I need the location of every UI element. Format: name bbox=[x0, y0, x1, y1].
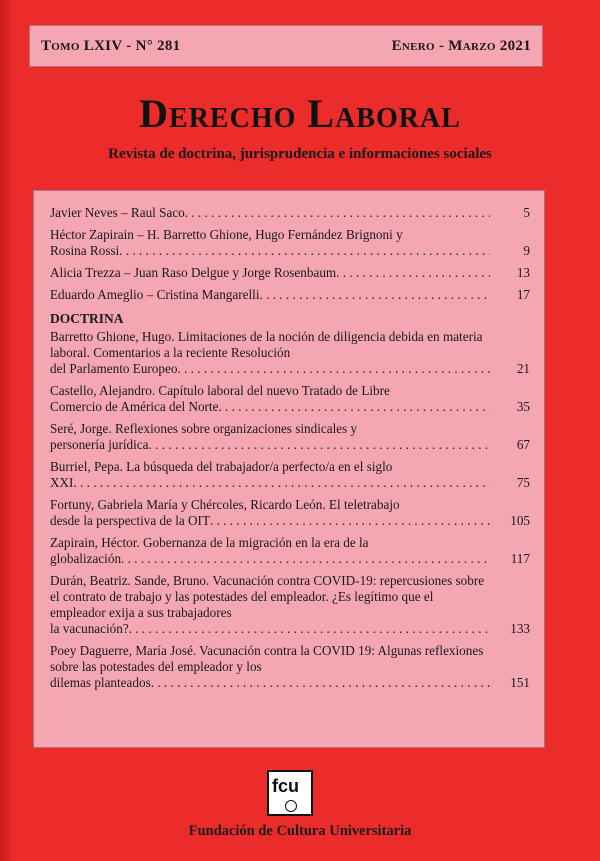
toc-entry-title-end: XXI bbox=[50, 475, 74, 490]
toc-entry-lead: Durán, Beatriz. Sande, Bruno. Vacunación contra COVID-19: repercusiones sobre el contrato de trabajo y las potestades del empleador. ¿Es legítimo que el empleador exija a sus trabajadores bbox=[50, 573, 485, 620]
journal-title: Derecho Laboral bbox=[139, 91, 461, 136]
dot-leader bbox=[119, 243, 490, 259]
toc-entry-text bbox=[50, 459, 490, 491]
dot-leader bbox=[336, 265, 490, 281]
toc-page-number: 13 bbox=[516, 265, 530, 280]
dot-leader bbox=[218, 399, 490, 415]
toc-entry bbox=[50, 205, 530, 221]
toc-entry-last-line bbox=[50, 205, 490, 221]
toc-entry bbox=[50, 497, 530, 529]
toc-entry-lead: Seré, Jorge. Reflexiones sobre organizaciones sindicales y bbox=[50, 421, 358, 436]
toc-page-number: 21 bbox=[516, 361, 530, 376]
toc-entry-title-end: Alicia Trezza – Juan Raso Delgue y Jorge Rosenbaum bbox=[50, 265, 337, 280]
toc-entry-last-line bbox=[50, 399, 490, 415]
toc-page-number: 5 bbox=[523, 205, 530, 220]
toc-entry-text bbox=[50, 421, 490, 453]
masthead bbox=[0, 90, 600, 163]
toc-entry-last-line bbox=[50, 265, 490, 281]
toc-entry-last-line bbox=[50, 287, 490, 303]
toc-entry-lead: Barretto Ghione, Hugo. Limitaciones de la noción de diligencia debida en materia laboral. Comentarios a la reciente Resolución bbox=[50, 329, 483, 360]
dot-leader bbox=[260, 287, 491, 303]
dot-leader bbox=[210, 513, 490, 529]
dot-leader bbox=[73, 475, 490, 491]
dot-leader bbox=[151, 675, 490, 691]
toc-entry-title-end: la vacunación? bbox=[50, 621, 129, 636]
toc-entry-last-line bbox=[50, 621, 490, 637]
publisher-name: Fundación de Cultura Universitaria bbox=[188, 823, 412, 839]
toc-entry bbox=[50, 459, 530, 491]
section-heading-doctrina: DOCTRINA bbox=[50, 311, 124, 326]
toc-entry bbox=[50, 383, 530, 415]
toc-entry-text bbox=[50, 643, 490, 691]
toc-entry-title-end: del Parlamento Europeo bbox=[50, 361, 178, 376]
toc-entry-title-end: dilemas planteados bbox=[50, 675, 151, 690]
toc-entry-lead: Burriel, Pepa. La búsqueda del trabajador/a perfecto/a en el siglo bbox=[50, 459, 393, 474]
toc-entry-title-end: personería jurídica bbox=[50, 437, 149, 452]
journal-subtitle: Revista de doctrina, jurisprudencia e informaciones sociales bbox=[108, 146, 492, 162]
toc-entry-last-line bbox=[50, 361, 490, 377]
seal-icon bbox=[285, 800, 297, 812]
toc-entry-last-line bbox=[50, 475, 490, 491]
toc-entry-last-line bbox=[50, 437, 490, 453]
toc-entry bbox=[50, 421, 530, 453]
toc-entry-title-end: Comercio de América del Norte bbox=[50, 399, 219, 414]
toc-entry-text bbox=[50, 287, 490, 303]
doctrina-list bbox=[50, 329, 530, 691]
issue-band bbox=[29, 25, 543, 67]
toc-page-number: 75 bbox=[516, 475, 530, 490]
toc-entry bbox=[50, 227, 530, 259]
toc-page-number: 117 bbox=[510, 551, 530, 566]
toc-page-number: 17 bbox=[516, 287, 530, 302]
toc-entry-title-end: Javier Neves – Raul Saco bbox=[50, 205, 185, 220]
toc-page-number: 133 bbox=[510, 621, 530, 636]
toc-entry-last-line bbox=[50, 675, 490, 691]
dot-leader bbox=[177, 361, 490, 377]
publisher-logo bbox=[267, 770, 313, 816]
toc-entry bbox=[50, 535, 530, 567]
toc-entry-lead: Castello, Alejandro. Capítulo laboral del nuevo Tratado de Libre bbox=[50, 383, 390, 398]
toc-entry-lead: Poey Daguerre, María José. Vacunación contra la COVID 19: Algunas reflexiones sobre las potestades del empleador y los bbox=[50, 643, 484, 674]
toc-entry-lead: Zapirain, Héctor. Gobernanza de la migración en la era de la bbox=[50, 535, 369, 550]
toc-entry-title-end: Rosina Rossi bbox=[50, 243, 120, 258]
toc-page-number: 35 bbox=[516, 399, 530, 414]
toc-entry bbox=[50, 329, 530, 377]
contributors-list bbox=[50, 205, 530, 303]
toc-entry-text bbox=[50, 227, 490, 259]
toc-entry-text bbox=[50, 497, 490, 529]
issue-period: Enero - Marzo 2021 bbox=[391, 38, 531, 54]
toc-entry-title-end: globalización bbox=[50, 551, 122, 566]
toc-entry-lead: Fortuny, Gabriela María y Chércoles, Ricardo León. El teletrabajo bbox=[50, 497, 400, 512]
dot-leader bbox=[121, 551, 490, 567]
toc-entry-title-end: desde la perspectiva de la OIT bbox=[50, 513, 211, 528]
toc-entry-text bbox=[50, 205, 490, 221]
toc-page-number: 151 bbox=[510, 675, 530, 690]
toc-entry-text bbox=[50, 329, 490, 377]
toc-entry-text bbox=[50, 265, 490, 281]
toc-entry-text bbox=[50, 573, 490, 637]
toc-entry-last-line bbox=[50, 551, 490, 567]
toc-page-number: 9 bbox=[523, 243, 530, 258]
toc-entry-title-end: Eduardo Ameglio – Cristina Mangarelli bbox=[50, 287, 260, 302]
toc-page-number: 67 bbox=[516, 437, 530, 452]
dot-leader bbox=[185, 205, 490, 221]
dot-leader bbox=[129, 621, 490, 637]
toc-entry-last-line bbox=[50, 513, 490, 529]
volume-number: Tomo LXIV - N° 281 bbox=[41, 38, 181, 54]
toc-entry-lead: Héctor Zapirain – H. Barretto Ghione, Hugo Fernández Brignoni y bbox=[50, 227, 403, 242]
toc-entry-last-line bbox=[50, 243, 490, 259]
table-of-contents bbox=[33, 190, 545, 748]
publisher-logo-text: fcu bbox=[272, 776, 299, 796]
toc-page-number: 105 bbox=[510, 513, 530, 528]
toc-entry bbox=[50, 643, 530, 691]
toc-entry-text bbox=[50, 383, 490, 415]
toc-entry bbox=[50, 287, 530, 303]
toc-entry-text bbox=[50, 535, 490, 567]
dot-leader bbox=[149, 437, 491, 453]
toc-entry bbox=[50, 573, 530, 637]
toc-entry bbox=[50, 265, 530, 281]
